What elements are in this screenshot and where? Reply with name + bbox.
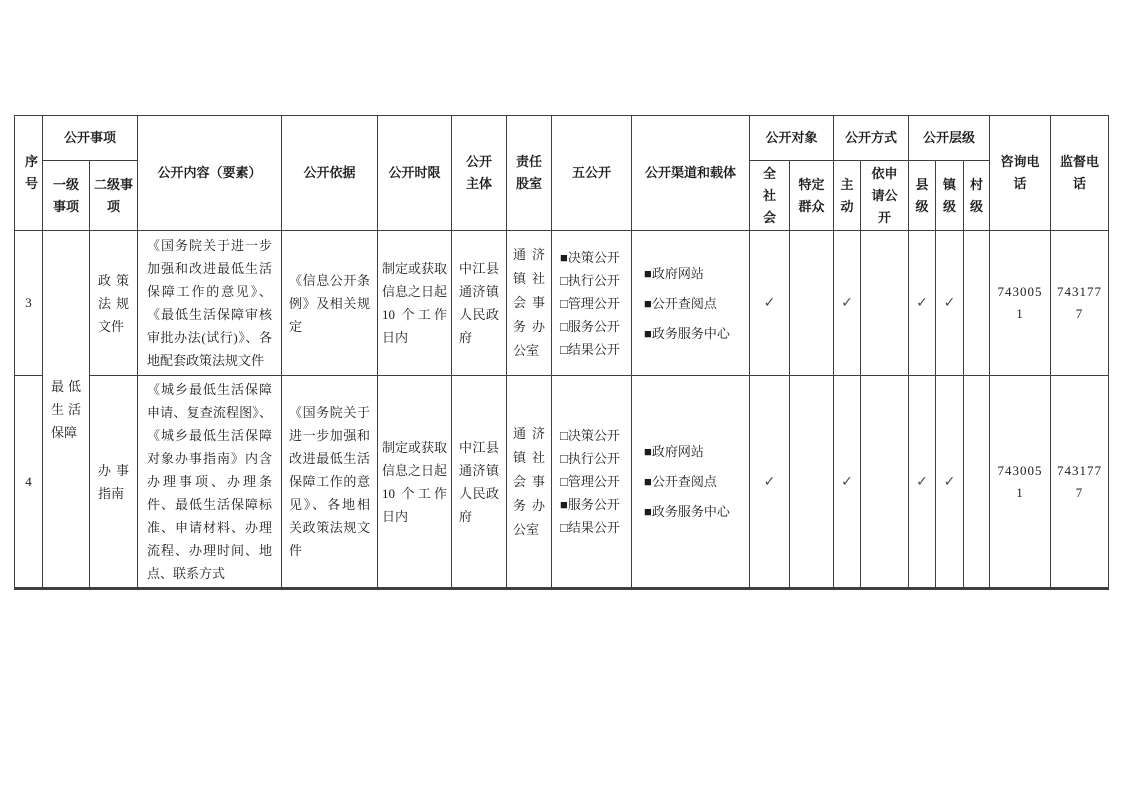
- header-seq: 序号: [15, 116, 43, 231]
- cell-content: 《国务院关于进一步加强和改进最低生活保障工作的意见》、《最低生活保障审核审批办法(试行)》、各地配套政策法规文件: [138, 231, 282, 376]
- five-open-item: □结果公开: [560, 341, 620, 357]
- header-five-open: 五公开: [552, 116, 632, 231]
- header-target-specific: 特定群众: [790, 161, 834, 231]
- header-method-active: 主动: [834, 161, 861, 231]
- five-open-item: □管理公开: [560, 295, 620, 311]
- header-office: 责任股室: [507, 116, 552, 231]
- cell-level-town-check: ✓: [936, 376, 964, 589]
- cell-level-county-check: ✓: [909, 376, 936, 589]
- cell-level1-item: 最低生活保障: [43, 231, 90, 589]
- cell-basis: 《国务院关于进一步加强和改进最低生活保障工作的意见》、各地相关政策法规文件: [282, 376, 378, 589]
- disclosure-table: [14, 115, 1109, 590]
- header-row-1: [15, 116, 1109, 161]
- channel-item: ■政府网站: [644, 265, 704, 281]
- table-row-3: [15, 231, 1109, 376]
- cell-five-open: [552, 231, 632, 376]
- cell-level2-item: 政策法规文件: [90, 231, 138, 376]
- cell-seq: 4: [15, 376, 43, 589]
- header-content: 公开内容（要素）: [138, 116, 282, 231]
- channel-item: ■政府网站: [644, 444, 704, 459]
- cell-level-village-check: [964, 231, 990, 376]
- five-open-item: □决策公开: [560, 428, 620, 443]
- table-row-4: [15, 376, 1109, 589]
- cell-phone-consult: 7430051: [990, 376, 1051, 589]
- header-subject: 公开主体: [452, 116, 507, 231]
- five-open-item: □结果公开: [560, 520, 620, 535]
- cell-basis: 《信息公开条例》及相关规定: [282, 231, 378, 376]
- header-level-town: 镇级: [936, 161, 964, 231]
- cell-phone-consult: 7430051: [990, 231, 1051, 376]
- five-open-item: □执行公开: [560, 451, 620, 466]
- header-level-group: 公开层级: [909, 116, 990, 161]
- header-level1-item: 一级事项: [43, 161, 90, 231]
- cell-method-request-check: [861, 231, 909, 376]
- cell-level-county-check: ✓: [909, 231, 936, 376]
- header-level-county: 县级: [909, 161, 936, 231]
- header-open-item-group: 公开事项: [43, 116, 138, 161]
- five-open-item: □服务公开: [560, 318, 620, 334]
- five-open-item: ■服务公开: [560, 497, 620, 512]
- cell-channels: [632, 231, 750, 376]
- cell-target-all-check: ✓: [750, 376, 790, 589]
- header-basis: 公开依据: [282, 116, 378, 231]
- cell-method-request-check: [861, 376, 909, 589]
- header-level2-item: 二级事项: [90, 161, 138, 231]
- header-method-group: 公开方式: [834, 116, 909, 161]
- header-time-limit: 公开时限: [378, 116, 452, 231]
- header-channels: 公开渠道和载体: [632, 116, 750, 231]
- cell-time-limit: 制定或获取信息之日起 10 个工作日内: [378, 376, 452, 589]
- header-method-request: 依申请公开: [861, 161, 909, 231]
- cell-subject: 中江县通济镇人民政府: [452, 231, 507, 376]
- header-target-all: 全社会: [750, 161, 790, 231]
- channel-item: ■政务服务中心: [644, 325, 730, 341]
- five-open-item: □管理公开: [560, 474, 620, 489]
- cell-content: 《城乡最低生活保障申请、复查流程图》、《城乡最低生活保障对象办事指南》内含办理事项、办理条件、最低生活保障标准、申请材料、办理流程、办理时间、地点、联系方式: [138, 376, 282, 589]
- channel-item: ■政务服务中心: [644, 504, 730, 519]
- cell-method-active-check: ✓: [834, 376, 861, 589]
- five-open-item: ■决策公开: [560, 249, 620, 265]
- five-open-item: □执行公开: [560, 272, 620, 288]
- cell-target-all-check: ✓: [750, 231, 790, 376]
- header-target-group: 公开对象: [750, 116, 834, 161]
- cell-office: 通济镇社会事务办公室: [507, 376, 552, 589]
- cell-level-town-check: ✓: [936, 231, 964, 376]
- header-phone-supervise: 监督电话: [1051, 116, 1109, 231]
- channel-item: ■公开查阅点: [644, 295, 717, 311]
- cell-subject: 中江县通济镇人民政府: [452, 376, 507, 589]
- channel-item: ■公开查阅点: [644, 474, 717, 489]
- cell-target-specific-check: [790, 231, 834, 376]
- header-phone-consult: 咨询电话: [990, 116, 1051, 231]
- cell-phone-supervise: 7431777: [1051, 231, 1109, 376]
- header-level-village: 村级: [964, 161, 990, 231]
- cell-channels: [632, 376, 750, 589]
- cell-time-limit: 制定或获取信息之日起 10 个工作日内: [378, 231, 452, 376]
- cell-level-village-check: [964, 376, 990, 589]
- cell-five-open: [552, 376, 632, 589]
- cell-office: 通济镇社会事务办公室: [507, 231, 552, 376]
- cell-phone-supervise: 7431777: [1051, 376, 1109, 589]
- cell-target-specific-check: [790, 376, 834, 589]
- cell-seq: 3: [15, 231, 43, 376]
- cell-method-active-check: ✓: [834, 231, 861, 376]
- cell-level2-item: 办事指南: [90, 376, 138, 589]
